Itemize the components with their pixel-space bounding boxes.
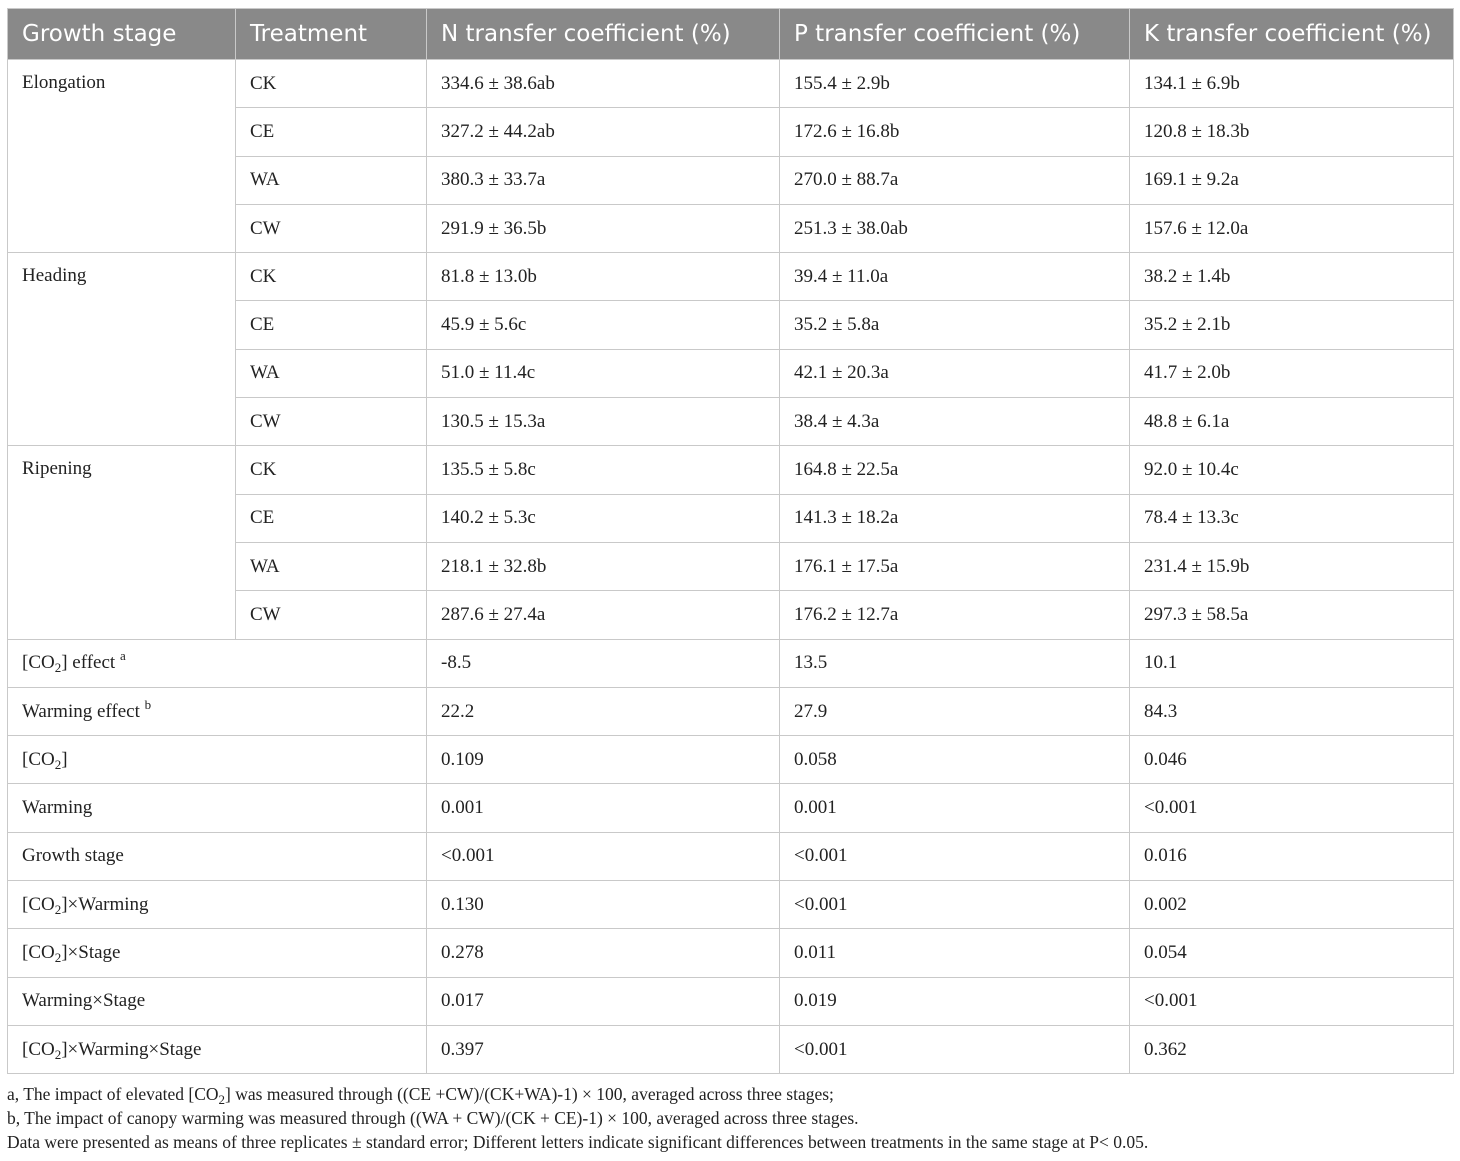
cell-n-value: 334.6 ± 38.6ab	[427, 60, 780, 108]
footnote-a-post: ] was measured through ((CE +CW)/(CK+WA)-1) × 100, averaged across three stages;	[225, 1084, 834, 1104]
cell-k-value: 231.4 ± 15.9b	[1130, 542, 1454, 590]
cell-p-value: 164.8 ± 22.5a	[780, 446, 1130, 494]
footnote-a	[7, 1082, 1453, 1106]
table-header	[8, 9, 1454, 60]
cell-growth-stage: Heading	[8, 253, 236, 446]
cell-n-value: 81.8 ± 13.0b	[427, 253, 780, 301]
cell-treatment: WA	[236, 542, 427, 590]
cell-treatment: CK	[236, 60, 427, 108]
cell-n-value: 45.9 ± 5.6c	[427, 301, 780, 349]
cell-k-value: 10.1	[1130, 639, 1454, 687]
table-row-effect	[8, 784, 1454, 832]
cell-n-value: 22.2	[427, 687, 780, 735]
cell-growth-stage: Ripening	[8, 446, 236, 639]
table-row	[8, 446, 1454, 494]
cell-n-value: 135.5 ± 5.8c	[427, 446, 780, 494]
cell-n-value: 0.001	[427, 784, 780, 832]
cell-n-value: 380.3 ± 33.7a	[427, 156, 780, 204]
cell-effect-label	[8, 1025, 427, 1073]
cell-p-value: <0.001	[780, 881, 1130, 929]
effect-label-superscript: a	[119, 648, 126, 664]
cell-n-value: 0.278	[427, 929, 780, 977]
table-row	[8, 60, 1454, 108]
cell-k-value: 0.046	[1130, 736, 1454, 784]
table-body	[8, 60, 1454, 1074]
table-row-effect	[8, 736, 1454, 784]
effect-label-text: [CO	[22, 652, 55, 674]
cell-effect-label	[8, 784, 427, 832]
table-row-effect	[8, 832, 1454, 880]
cell-p-value: 176.1 ± 17.5a	[780, 542, 1130, 590]
footnote-data: Data were presented as means of three replicates ± standard error; Different letters indicate significant differences between treatments in the same stage at P< 0.05.	[7, 1132, 1149, 1152]
cell-p-value: 27.9	[780, 687, 1130, 735]
cell-p-value: 35.2 ± 5.8a	[780, 301, 1130, 349]
cell-effect-label	[8, 639, 427, 687]
cell-k-value: 35.2 ± 2.1b	[1130, 301, 1454, 349]
cell-n-value: <0.001	[427, 832, 780, 880]
effect-label-subscript: 2	[54, 660, 62, 676]
cell-n-value: 0.109	[427, 736, 780, 784]
cell-n-value: 287.6 ± 27.4a	[427, 591, 780, 639]
transfer-coefficient-table	[7, 8, 1454, 1074]
effect-label-text: ]×Warming×Stage	[61, 1038, 202, 1060]
cell-p-value: 39.4 ± 11.0a	[780, 253, 1130, 301]
cell-treatment: WA	[236, 349, 427, 397]
results-table-wrapper	[7, 8, 1453, 1074]
effect-label-text: [CO	[22, 893, 55, 915]
effect-label-subscript: 2	[54, 1046, 62, 1062]
cell-effect-label	[8, 736, 427, 784]
effect-label-superscript: b	[144, 696, 152, 712]
cell-p-value: 13.5	[780, 639, 1130, 687]
effect-label-subscript: 2	[54, 901, 62, 917]
header-row	[8, 9, 1454, 60]
header-k-transfer: K transfer coefficient (%)	[1130, 9, 1454, 60]
cell-k-value: 38.2 ± 1.4b	[1130, 253, 1454, 301]
effect-label-text: Warming effect	[22, 700, 145, 722]
cell-k-value: 0.002	[1130, 881, 1454, 929]
cell-n-value: 0.017	[427, 977, 780, 1025]
cell-p-value: 0.011	[780, 929, 1130, 977]
cell-k-value: 78.4 ± 13.3c	[1130, 494, 1454, 542]
table-row-effect	[8, 1025, 1454, 1073]
cell-n-value: 327.2 ± 44.2ab	[427, 108, 780, 156]
cell-p-value: 251.3 ± 38.0ab	[780, 204, 1130, 252]
table-row-effect	[8, 687, 1454, 735]
cell-k-value: 0.016	[1130, 832, 1454, 880]
cell-effect-label	[8, 832, 427, 880]
header-n-transfer: N transfer coefficient (%)	[427, 9, 780, 60]
cell-k-value: 120.8 ± 18.3b	[1130, 108, 1454, 156]
cell-treatment: CW	[236, 398, 427, 446]
cell-growth-stage: Elongation	[8, 60, 236, 253]
cell-p-value: 0.019	[780, 977, 1130, 1025]
effect-label-subscript: 2	[54, 756, 62, 772]
header-treatment: Treatment	[236, 9, 427, 60]
table-footnotes	[7, 1082, 1453, 1154]
cell-treatment: CW	[236, 591, 427, 639]
effect-label-text: [CO	[22, 748, 55, 770]
cell-k-value: <0.001	[1130, 977, 1454, 1025]
cell-n-value: 291.9 ± 36.5b	[427, 204, 780, 252]
cell-treatment: CK	[236, 446, 427, 494]
effect-label-text: Growth stage	[22, 845, 124, 867]
cell-p-value: 42.1 ± 20.3a	[780, 349, 1130, 397]
effect-label-text: ]×Stage	[61, 941, 121, 963]
cell-effect-label	[8, 881, 427, 929]
effect-label-text: ]×Warming	[61, 893, 149, 915]
cell-treatment: CK	[236, 253, 427, 301]
effect-label-text: ]	[61, 748, 68, 770]
cell-effect-label	[8, 977, 427, 1025]
cell-k-value: 84.3	[1130, 687, 1454, 735]
cell-n-value: 0.130	[427, 881, 780, 929]
cell-effect-label	[8, 687, 427, 735]
cell-k-value: 169.1 ± 9.2a	[1130, 156, 1454, 204]
cell-n-value: 130.5 ± 15.3a	[427, 398, 780, 446]
cell-k-value: 92.0 ± 10.4c	[1130, 446, 1454, 494]
cell-k-value: 157.6 ± 12.0a	[1130, 204, 1454, 252]
cell-n-value: -8.5	[427, 639, 780, 687]
cell-p-value: <0.001	[780, 1025, 1130, 1073]
cell-k-value: 134.1 ± 6.9b	[1130, 60, 1454, 108]
effect-label-text: Warming	[22, 797, 93, 819]
cell-treatment: CE	[236, 108, 427, 156]
cell-treatment: CE	[236, 494, 427, 542]
cell-p-value: <0.001	[780, 832, 1130, 880]
cell-treatment: CE	[236, 301, 427, 349]
cell-p-value: 172.6 ± 16.8b	[780, 108, 1130, 156]
cell-k-value: 0.054	[1130, 929, 1454, 977]
cell-p-value: 155.4 ± 2.9b	[780, 60, 1130, 108]
cell-treatment: CW	[236, 204, 427, 252]
cell-effect-label	[8, 929, 427, 977]
cell-p-value: 38.4 ± 4.3a	[780, 398, 1130, 446]
cell-p-value: 270.0 ± 88.7a	[780, 156, 1130, 204]
effect-label-text: Warming×Stage	[22, 990, 146, 1012]
cell-k-value: 0.362	[1130, 1025, 1454, 1073]
table-row-effect	[8, 977, 1454, 1025]
header-growth-stage: Growth stage	[8, 9, 236, 60]
cell-k-value: 41.7 ± 2.0b	[1130, 349, 1454, 397]
cell-treatment: WA	[236, 156, 427, 204]
footnote-b: b, The impact of canopy warming was measured through ((WA + CW)/(CK + CE)-1) × 100, averaged across three stages.	[7, 1108, 859, 1128]
cell-p-value: 176.2 ± 12.7a	[780, 591, 1130, 639]
effect-label-text: [CO	[22, 1038, 55, 1060]
header-p-transfer: P transfer coefficient (%)	[780, 9, 1130, 60]
cell-n-value: 51.0 ± 11.4c	[427, 349, 780, 397]
cell-k-value: 48.8 ± 6.1a	[1130, 398, 1454, 446]
table-row-effect	[8, 639, 1454, 687]
cell-p-value: 141.3 ± 18.2a	[780, 494, 1130, 542]
cell-k-value: 297.3 ± 58.5a	[1130, 591, 1454, 639]
cell-n-value: 218.1 ± 32.8b	[427, 542, 780, 590]
cell-p-value: 0.001	[780, 784, 1130, 832]
footnote-a-sub: 2	[218, 1092, 226, 1107]
cell-n-value: 140.2 ± 5.3c	[427, 494, 780, 542]
table-row	[8, 253, 1454, 301]
effect-label-text: [CO	[22, 941, 55, 963]
table-row-effect	[8, 929, 1454, 977]
footnote-a-pre: a, The impact of elevated [CO	[7, 1084, 219, 1104]
cell-n-value: 0.397	[427, 1025, 780, 1073]
cell-p-value: 0.058	[780, 736, 1130, 784]
cell-k-value: <0.001	[1130, 784, 1454, 832]
effect-label-text: ] effect	[61, 652, 120, 674]
effect-label-subscript: 2	[54, 949, 62, 965]
table-row-effect	[8, 881, 1454, 929]
